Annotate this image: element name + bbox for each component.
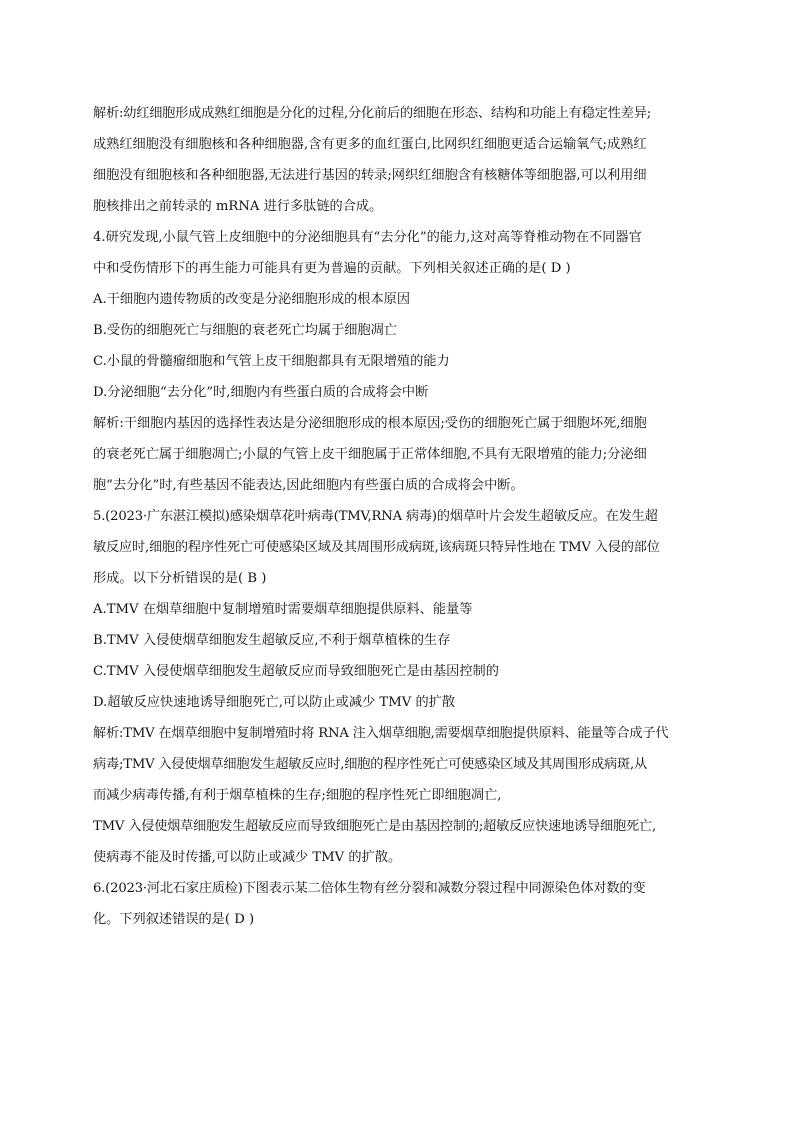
document-content [93, 98, 705, 935]
text-line: 4.研究发现,小鼠气管上皮细胞中的分泌细胞具有“去分化”的能力,这对高等脊椎动物在不同器官 [93, 230, 642, 245]
text-line: 解析:幼红细胞形成成熟红细胞是分化的过程,分化前后的细胞在形态、结构和功能上有稳定性差异; [93, 106, 651, 121]
question-6 [93, 873, 705, 935]
option-b: B.受伤的细胞死亡与细胞的衰老死亡均属于细胞凋亡 [93, 323, 398, 338]
text-line: 6.(2023·河北石家庄质检)下图表示某二倍体生物有丝分裂和减数分裂过程中同源染色体对数的变 [93, 881, 646, 896]
text-line: 胞核排出之前转录的 mRNA 进行多肽链的合成。 [93, 199, 383, 214]
text-line: 形成。以下分析错误的是( B ) [93, 571, 267, 586]
text-line: 的衰老死亡属于细胞凋亡;小鼠的气管上皮干细胞属于正常体细胞,不具有无限增殖的能力;分泌细 [93, 447, 647, 462]
option-a: A.TMV 在烟草细胞中复制增殖时需要烟草细胞提供原料、能量等 [93, 602, 473, 617]
option-d: D.分泌细胞“去分化”时,细胞内有些蛋白质的合成将会中断 [93, 385, 429, 400]
text-line: 中和受伤情形下的再生能力可能具有更为普遍的贡献。下列相关叙述正确的是( D ) [93, 261, 571, 276]
explanation-q4 [93, 408, 705, 501]
text-line: 解析:TMV 在烟草细胞中复制增殖时将 RNA 注入烟草细胞,需要烟草细胞提供原料、能量等合成子代 [93, 726, 669, 741]
text-line: TMV 入侵使烟草细胞发生超敏反应而导致细胞死亡是由基因控制的;超敏反应快速地诱导细胞死亡, [93, 819, 656, 834]
text-line: 细胞没有细胞核和各种细胞器,无法进行基因的转录;网织红细胞含有核糖体等细胞器,可以利用细 [93, 168, 647, 183]
question-4 [93, 222, 705, 284]
text-line: 胞“去分化”时,有些基因不能表达,因此细胞内有些蛋白质的合成将会中断。 [93, 478, 524, 493]
text-line: 5.(2023·广东湛江模拟)感染烟草花叶病毒(TMV,RNA 病毒)的烟草叶片会发生超敏反应。在发生超 [93, 509, 658, 524]
option-d: D.超敏反应快速地诱导细胞死亡,可以防止或减少 TMV 的扩散 [93, 695, 456, 710]
option-b: B.TMV 入侵使烟草细胞发生超敏反应,不利于烟草植株的生存 [93, 633, 451, 648]
text-line: 使病毒不能及时传播,可以防止或减少 TMV 的扩散。 [93, 850, 402, 865]
text-line: 成熟红细胞没有细胞核和各种细胞器,含有更多的血红蛋白,比网织红细胞更适合运输氧气;成熟红 [93, 137, 647, 152]
text-line: 而减少病毒传播,有利于烟草植株的生存;细胞的程序性死亡即细胞凋亡, [93, 788, 502, 803]
text-line: 敏反应时,细胞的程序性死亡可使感染区域及其周围形成病斑,该病斑只特异性地在 TMV 入侵的部位 [93, 540, 660, 555]
option-c: C.TMV 入侵使烟草细胞发生超敏反应而导致细胞死亡是由基因控制的 [93, 664, 499, 679]
text-line: 化。下列叙述错误的是( D ) [93, 912, 255, 927]
question-5-options [93, 594, 705, 718]
text-line: 病毒;TMV 入侵使烟草细胞发生超敏反应时,细胞的程序性死亡可使感染区域及其周围形成病斑,从 [93, 757, 647, 772]
option-c: C.小鼠的骨髓瘤细胞和气管上皮干细胞都具有无限增殖的能力 [93, 354, 450, 369]
question-5 [93, 501, 705, 594]
text-line: 解析:干细胞内基因的选择性表达是分泌细胞形成的根本原因;受伤的细胞死亡属于细胞坏死,细胞 [93, 416, 647, 431]
explanation-q3 [93, 98, 705, 222]
explanation-q5 [93, 718, 705, 873]
question-4-options [93, 284, 705, 408]
option-a: A.干细胞内遗传物质的改变是分泌细胞形成的根本原因 [93, 292, 411, 307]
